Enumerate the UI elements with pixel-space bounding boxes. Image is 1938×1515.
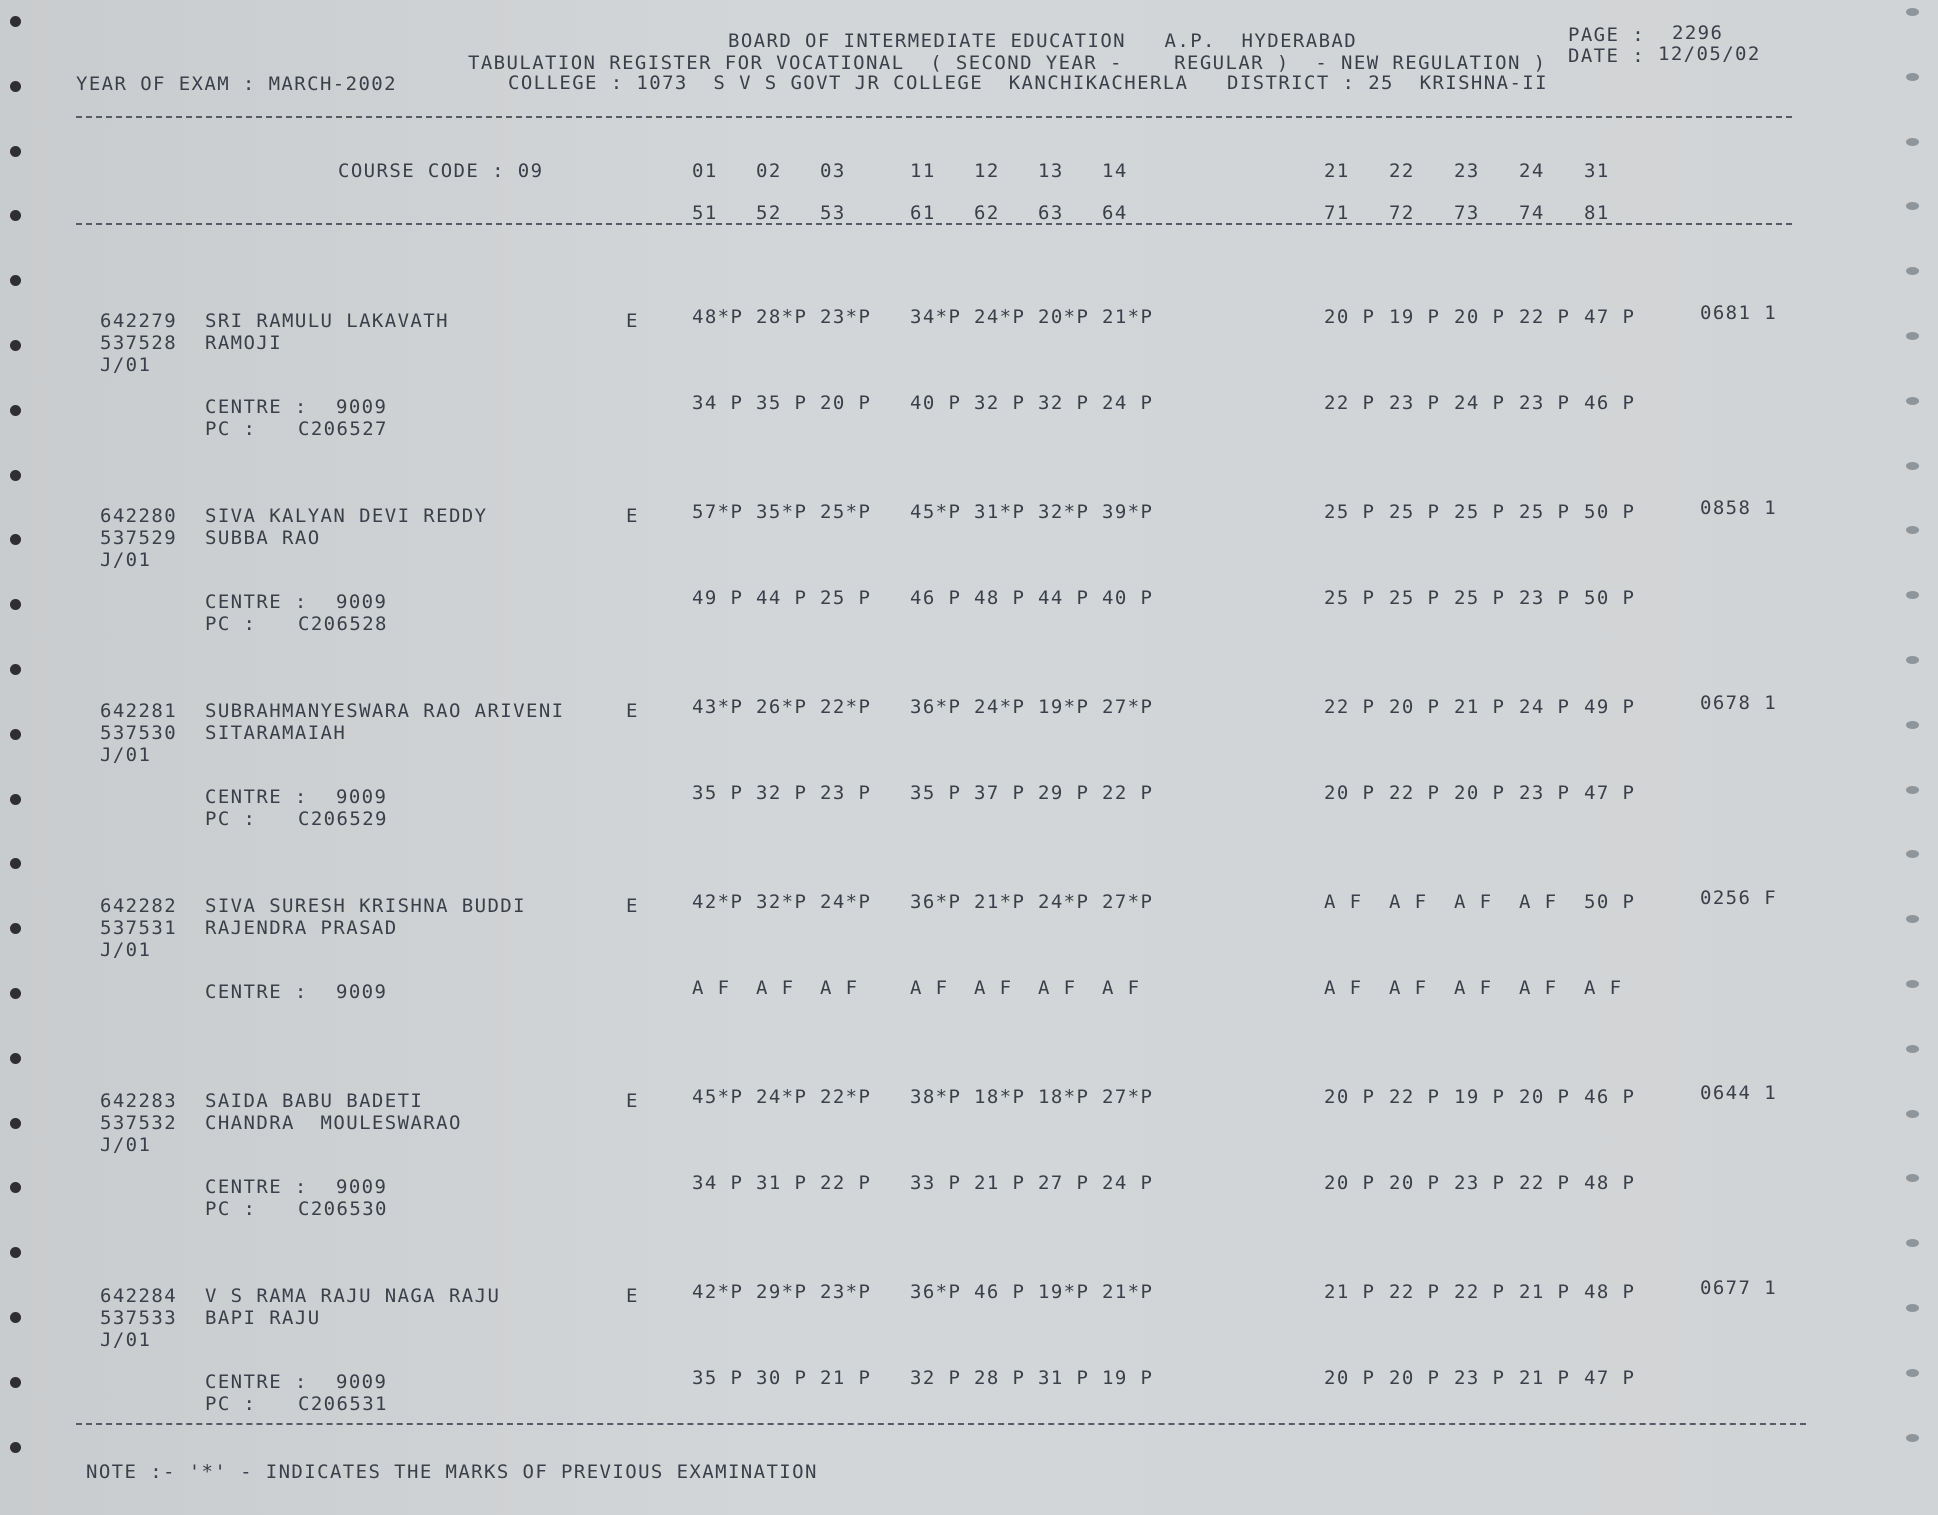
mark-first-line: 19 P [1389,306,1441,328]
mark-second-line: A F [1454,977,1493,999]
course-code: 74 [1519,202,1545,224]
mark-second-line: 49 P [692,587,744,609]
student-name: SUBRAHMANYESWARA RAO ARIVENI [205,700,565,722]
medium: E [626,895,639,917]
course-code: 51 [692,202,718,224]
mark-first-line: 19*P [1038,696,1090,718]
centre-number: 9009 [336,981,388,1003]
mark-first-line: 42*P [692,1281,744,1303]
father-name: RAMOJI [205,332,283,354]
board-title: BOARD OF INTERMEDIATE EDUCATION A.P. HYDERABAD [728,30,1358,52]
mark-first-line: A F [1519,891,1558,913]
student-record [0,1275,1938,1465]
mark-second-line: 23 P [1454,1172,1506,1194]
mark-first-line: 27*P [1102,696,1154,718]
group-code: J/01 [100,354,152,376]
mark-second-line: 40 P [910,392,962,414]
mark-first-line: 20 P [1324,306,1376,328]
medium: E [626,310,639,332]
registration-number: 537528 [100,332,178,354]
mark-second-line: 20 P [1389,1172,1441,1194]
footer-rule [76,1423,1806,1425]
mark-second-line: 33 P [910,1172,962,1194]
course-code: 62 [974,202,1000,224]
grand-total-result: 0681 1 [1700,302,1778,324]
mark-first-line: 20 P [1454,306,1506,328]
student-record [0,1080,1938,1270]
mark-second-line: A F [1102,977,1141,999]
student-name: V S RAMA RAJU NAGA RAJU [205,1285,501,1307]
centre-number: 9009 [336,591,388,613]
pc-number: C206531 [298,1393,388,1415]
date-value: 12/05/02 [1658,43,1761,65]
mark-first-line: 22 P [1519,306,1571,328]
mark-second-line: 20 P [1454,782,1506,804]
mark-first-line: 32*P [1038,501,1090,523]
mark-second-line: 23 P [1389,392,1441,414]
mark-second-line: 32 P [910,1367,962,1389]
course-code: 71 [1324,202,1350,224]
mark-first-line: 24*P [756,1086,808,1108]
hall-ticket-number: 642279 [100,310,178,332]
course-code: 72 [1389,202,1415,224]
mark-first-line: 24*P [820,891,872,913]
feed-hole [1906,8,1919,16]
mark-first-line: 48*P [692,306,744,328]
father-name: SUBBA RAO [205,527,321,549]
group-code: J/01 [100,549,152,571]
mark-first-line: 21 P [1454,696,1506,718]
mark-second-line: 35 P [692,782,744,804]
year-of-exam: YEAR OF EXAM : MARCH-2002 [76,73,397,95]
mark-first-line: 46 P [974,1281,1026,1303]
mark-first-line: A F [1389,891,1428,913]
course-code: 02 [756,160,782,182]
mark-first-line: 50 P [1584,891,1636,913]
centre-label: CENTRE : [205,591,308,613]
mark-first-line: 20 P [1519,1086,1571,1108]
mark-first-line: 45*P [910,501,962,523]
grand-total-result: 0678 1 [1700,692,1778,714]
student-name: SRI RAMULU LAKAVATH [205,310,449,332]
mark-first-line: 36*P [910,891,962,913]
father-name: BAPI RAJU [205,1307,321,1329]
mark-second-line: 25 P [1324,587,1376,609]
mark-first-line: 49 P [1584,696,1636,718]
course-code: 01 [692,160,718,182]
mark-second-line: 34 P [692,1172,744,1194]
mark-second-line: 47 P [1584,782,1636,804]
feed-hole [10,16,21,27]
mark-first-line: 24 P [1519,696,1571,718]
mark-second-line: A F [974,977,1013,999]
mark-second-line: 34 P [692,392,744,414]
centre-label: CENTRE : [205,396,308,418]
mark-first-line: 22*P [820,696,872,718]
course-code: 64 [1102,202,1128,224]
mark-second-line: 19 P [1102,1367,1154,1389]
course-code: 12 [974,160,1000,182]
mark-second-line: 48 P [974,587,1026,609]
grand-total-result: 0858 1 [1700,497,1778,519]
hall-ticket-number: 642281 [100,700,178,722]
mark-first-line: 22 P [1389,1281,1441,1303]
mark-first-line: 20*P [1038,306,1090,328]
student-record [0,885,1938,1075]
pc-label: PC : [205,613,257,635]
mark-second-line: 22 P [1102,782,1154,804]
mark-first-line: 22 P [1324,696,1376,718]
pc-number: C206529 [298,808,388,830]
grand-total-result: 0644 1 [1700,1082,1778,1104]
mark-second-line: 44 P [1038,587,1090,609]
mark-first-line: 27*P [1102,1086,1154,1108]
mark-first-line: 24*P [1038,891,1090,913]
mark-second-line: A F [820,977,859,999]
student-record [0,300,1938,490]
mark-second-line: A F [692,977,731,999]
mark-second-line: 23 P [1519,782,1571,804]
mark-second-line: 20 P [1389,1367,1441,1389]
pc-number: C206530 [298,1198,388,1220]
mark-first-line: 21 P [1324,1281,1376,1303]
student-record [0,495,1938,685]
mark-first-line: 22 P [1454,1281,1506,1303]
pc-number: C206528 [298,613,388,635]
mark-first-line: 38*P [910,1086,962,1108]
college-line: COLLEGE : 1073 S V S GOVT JR COLLEGE KANCHIKACHERLA DISTRICT : 25 KRISHNA-II [508,72,1548,94]
date-label: DATE : [1568,45,1646,67]
feed-hole [10,146,21,157]
centre-label: CENTRE : [205,981,308,1003]
mark-second-line: 20 P [1324,1172,1376,1194]
mark-second-line: 46 P [1584,392,1636,414]
mark-first-line: 45*P [692,1086,744,1108]
mark-second-line: A F [1519,977,1558,999]
mark-first-line: 24*P [974,306,1026,328]
header-rule [76,116,1792,118]
mark-second-line: A F [1324,977,1363,999]
mark-first-line: 32*P [756,891,808,913]
feed-hole [10,210,21,221]
father-name: RAJENDRA PRASAD [205,917,398,939]
course-code: 53 [820,202,846,224]
course-code: 61 [910,202,936,224]
mark-second-line: 27 P [1038,1172,1090,1194]
mark-first-line: 48 P [1584,1281,1636,1303]
mark-second-line: A F [1389,977,1428,999]
mark-first-line: 29*P [756,1281,808,1303]
mark-second-line: 31 P [756,1172,808,1194]
mark-first-line: 28*P [756,306,808,328]
feed-hole [10,275,21,286]
mark-second-line: 24 P [1102,392,1154,414]
mark-first-line: 57*P [692,501,744,523]
mark-second-line: 48 P [1584,1172,1636,1194]
mark-first-line: 19 P [1454,1086,1506,1108]
mark-first-line: 31*P [974,501,1026,523]
mark-second-line: 22 P [1389,782,1441,804]
group-code: J/01 [100,744,152,766]
medium: E [626,505,639,527]
feed-hole [1906,267,1919,275]
hall-ticket-number: 642282 [100,895,178,917]
mark-first-line: 25 P [1454,501,1506,523]
pc-label: PC : [205,1393,257,1415]
mark-first-line: 20 P [1324,1086,1376,1108]
mark-second-line: 22 P [1324,392,1376,414]
mark-first-line: 36*P [910,1281,962,1303]
registration-number: 537529 [100,527,178,549]
mark-first-line: 23*P [820,1281,872,1303]
course-code: 21 [1324,160,1350,182]
mark-first-line: 18*P [974,1086,1026,1108]
student-name: SIVA KALYAN DEVI REDDY [205,505,488,527]
group-code: J/01 [100,1134,152,1156]
feed-hole [10,81,21,92]
feed-hole [1906,138,1919,146]
mark-second-line: 46 P [910,587,962,609]
group-code: J/01 [100,939,152,961]
mark-second-line: 23 P [1519,587,1571,609]
mark-second-line: 21 P [974,1172,1026,1194]
mark-second-line: A F [756,977,795,999]
mark-second-line: 32 P [1038,392,1090,414]
mark-first-line: 25 P [1389,501,1441,523]
mark-second-line: 23 P [820,782,872,804]
mark-second-line: A F [1584,977,1623,999]
mark-first-line: 39*P [1102,501,1154,523]
hall-ticket-number: 642284 [100,1285,178,1307]
pc-number: C206527 [298,418,388,440]
mark-second-line: 23 P [1519,392,1571,414]
mark-second-line: 30 P [756,1367,808,1389]
mark-second-line: 37 P [974,782,1026,804]
centre-number: 9009 [336,396,388,418]
course-code: 13 [1038,160,1064,182]
mark-first-line: 42*P [692,891,744,913]
page-number: 2296 [1672,22,1724,44]
course-rule [76,223,1792,225]
mark-first-line: 22 P [1389,1086,1441,1108]
mark-second-line: 25 P [820,587,872,609]
grand-total-result: 0256 F [1700,887,1778,909]
hall-ticket-number: 642280 [100,505,178,527]
mark-first-line: 46 P [1584,1086,1636,1108]
mark-first-line: 25 P [1519,501,1571,523]
mark-first-line: 23*P [820,306,872,328]
mark-second-line: 35 P [756,392,808,414]
mark-second-line: 21 P [1519,1367,1571,1389]
mark-first-line: 47 P [1584,306,1636,328]
mark-first-line: 26*P [756,696,808,718]
mark-second-line: 35 P [692,1367,744,1389]
mark-first-line: 18*P [1038,1086,1090,1108]
centre-label: CENTRE : [205,786,308,808]
mark-second-line: 25 P [1454,587,1506,609]
student-name: SIVA SURESH KRISHNA BUDDI [205,895,526,917]
course-code-label: COURSE CODE : 09 [338,160,544,182]
mark-first-line: 22*P [820,1086,872,1108]
hall-ticket-number: 642283 [100,1090,178,1112]
mark-first-line: 27*P [1102,891,1154,913]
page-label: PAGE : [1568,24,1646,46]
group-code: J/01 [100,1329,152,1351]
mark-first-line: 21 P [1519,1281,1571,1303]
mark-second-line: 20 P [1324,1367,1376,1389]
mark-first-line: 25*P [820,501,872,523]
mark-second-line: 40 P [1102,587,1154,609]
mark-second-line: 31 P [1038,1367,1090,1389]
mark-first-line: 50 P [1584,501,1636,523]
mark-first-line: 21*P [974,891,1026,913]
mark-second-line: 35 P [910,782,962,804]
mark-first-line: 21*P [1102,1281,1154,1303]
mark-first-line: 36*P [910,696,962,718]
mark-second-line: 32 P [756,782,808,804]
mark-first-line: 34*P [910,306,962,328]
mark-second-line: 32 P [974,392,1026,414]
medium: E [626,700,639,722]
course-code: 31 [1584,160,1610,182]
mark-second-line: 28 P [974,1367,1026,1389]
father-name: CHANDRA MOULESWARAO [205,1112,462,1134]
mark-second-line: 50 P [1584,587,1636,609]
course-code: 22 [1389,160,1415,182]
centre-number: 9009 [336,1176,388,1198]
mark-second-line: 22 P [820,1172,872,1194]
registration-number: 537532 [100,1112,178,1134]
course-code: 73 [1454,202,1480,224]
centre-number: 9009 [336,1371,388,1393]
grand-total-result: 0677 1 [1700,1277,1778,1299]
pc-label: PC : [205,1198,257,1220]
mark-second-line: 21 P [820,1367,872,1389]
mark-second-line: 47 P [1584,1367,1636,1389]
student-record [0,690,1938,880]
mark-second-line: 29 P [1038,782,1090,804]
course-code: 23 [1454,160,1480,182]
pc-label: PC : [205,808,257,830]
feed-hole [1906,73,1919,81]
mark-first-line: 19*P [1038,1281,1090,1303]
course-code: 24 [1519,160,1545,182]
mark-second-line: 20 P [1324,782,1376,804]
centre-number: 9009 [336,786,388,808]
registration-number: 537531 [100,917,178,939]
mark-first-line: 21*P [1102,306,1154,328]
course-code: 81 [1584,202,1610,224]
course-code: 03 [820,160,846,182]
mark-second-line: 22 P [1519,1172,1571,1194]
student-name: SAIDA BABU BADETI [205,1090,424,1112]
centre-label: CENTRE : [205,1371,308,1393]
mark-first-line: A F [1454,891,1493,913]
mark-second-line: A F [1038,977,1077,999]
medium: E [626,1285,639,1307]
mark-first-line: 43*P [692,696,744,718]
registration-number: 537533 [100,1307,178,1329]
course-code: 63 [1038,202,1064,224]
mark-second-line: 24 P [1454,392,1506,414]
course-code: 11 [910,160,936,182]
mark-first-line: 20 P [1389,696,1441,718]
course-code: 52 [756,202,782,224]
mark-second-line: 25 P [1389,587,1441,609]
pc-label: PC : [205,418,257,440]
medium: E [626,1090,639,1112]
mark-second-line: 24 P [1102,1172,1154,1194]
mark-second-line: 20 P [820,392,872,414]
mark-second-line: 23 P [1454,1367,1506,1389]
mark-second-line: 44 P [756,587,808,609]
course-code: 14 [1102,160,1128,182]
note-text: NOTE :- '*' - INDICATES THE MARKS OF PREVIOUS EXAMINATION [86,1461,818,1483]
mark-first-line: 24*P [974,696,1026,718]
mark-first-line: 35*P [756,501,808,523]
centre-label: CENTRE : [205,1176,308,1198]
mark-second-line: A F [910,977,949,999]
registration-number: 537530 [100,722,178,744]
feed-hole [1906,202,1919,210]
mark-first-line: 25 P [1324,501,1376,523]
father-name: SITARAMAIAH [205,722,347,744]
mark-first-line: A F [1324,891,1363,913]
register-title: TABULATION REGISTER FOR VOCATIONAL ( SECOND YEAR - REGULAR ) - NEW REGULATION ) [468,52,1547,74]
